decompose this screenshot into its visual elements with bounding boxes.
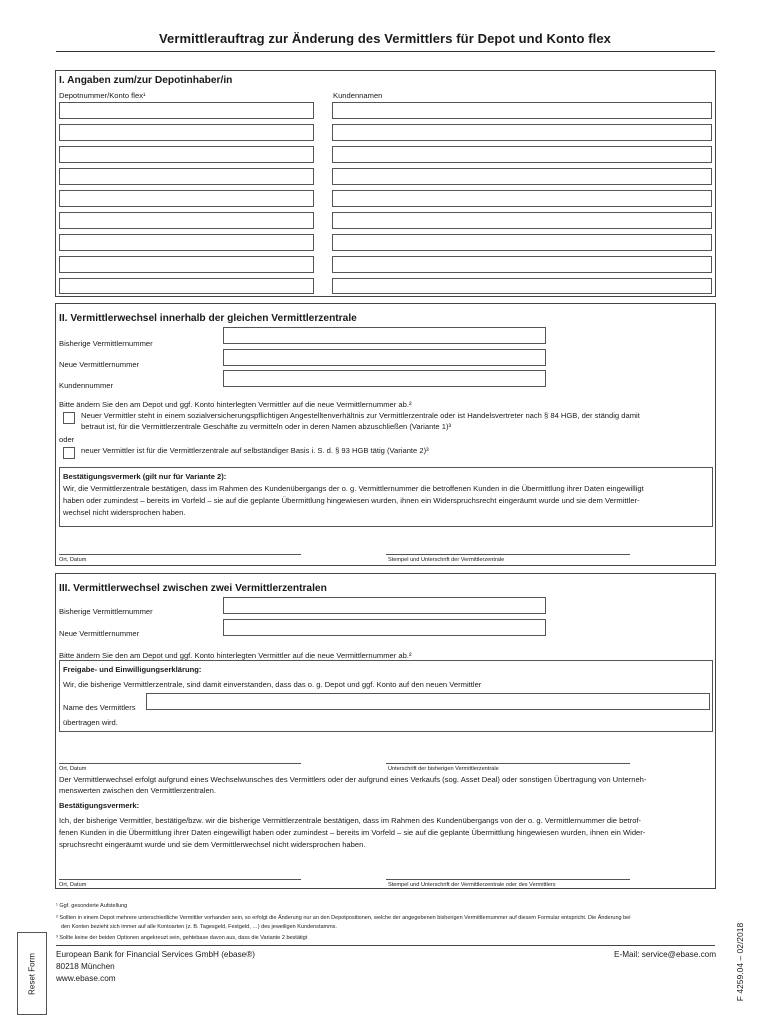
stamp-signature-label: Stempel und Unterschrift der Vermittlerzentrale oder des Vermittlers xyxy=(388,882,556,888)
depot-number-field-5[interactable] xyxy=(59,190,314,207)
customer-name-field-2[interactable] xyxy=(332,124,712,141)
place-date-signature-line-1[interactable] xyxy=(59,763,301,764)
previous-agent-number-label: Bisherige Vermittlernummer xyxy=(59,607,153,616)
previous-agent-number-field[interactable] xyxy=(223,327,546,344)
confirmation-box-variant-2 xyxy=(59,467,713,527)
previous-agent-number-label: Bisherige Vermittlernummer xyxy=(59,339,153,348)
depot-number-field-3[interactable] xyxy=(59,146,314,163)
place-date-signature-line-2[interactable] xyxy=(59,879,301,880)
customer-name-field-4[interactable] xyxy=(332,168,712,185)
customer-name-field-3[interactable] xyxy=(332,146,712,163)
depot-number-field-2[interactable] xyxy=(59,124,314,141)
new-agent-number-label: Neue Vermittlernummer xyxy=(59,629,140,638)
depot-number-field-7[interactable] xyxy=(59,234,314,251)
customer-name-column-label: Kundennamen xyxy=(333,91,383,100)
footnote-3: ³ Sollte keine der beiden Optionen angekreuzt sein, gehtebase davon aus, dass die Variante 2 bestätigt xyxy=(56,935,308,941)
section-3-title: III. Vermittlerwechsel zwischen zwei Vermittlerzentralen xyxy=(59,583,327,594)
company-name: European Bank for Financial Services GmbH (ebase®) xyxy=(56,950,255,959)
variant-2-text: neuer Vermittler ist für die Vermittlerzentrale auf selbständiger Basis i. S. d. § 93 HGB tätig (Variante 2)³ xyxy=(81,446,429,455)
change-reason-line-1: Der Vermittlerwechsel erfolgt aufgrund eines Wechselwunsches des Vermittlers oder der aufgrund eines Verkaufs (sog. Asset Deal) oder sonstigen Übertragung von Unterneh- xyxy=(59,775,647,784)
customer-number-field[interactable] xyxy=(223,370,546,387)
agent-name-label: Name des Vermittlers xyxy=(63,703,136,712)
place-date-label-1: Ort, Datum xyxy=(59,766,87,772)
place-date-label-2: Ort, Datum xyxy=(59,882,87,888)
section-1-title: I. Angaben zum/zur Depotinhaber/in xyxy=(59,75,233,86)
new-agent-number-field[interactable] xyxy=(223,619,546,636)
section-same-center xyxy=(55,303,716,566)
footnote-2-line-1: ² Sollten in einem Depot mehrere unterschiedliche Vermittler vorhanden sein, so erfolgt die Änderung nur an den Depotpositionen, welche der angegebenen bisherigen Vermittlernummer auf diesem Formular entspricht. Die Änderung bei xyxy=(56,915,631,921)
company-address: 80218 München xyxy=(56,962,115,971)
previous-center-signature-line[interactable] xyxy=(386,763,630,764)
stamp-signature-line[interactable] xyxy=(386,879,630,880)
depot-number-field-4[interactable] xyxy=(59,168,314,185)
customer-number-label: Kundennummer xyxy=(59,381,114,390)
reset-form-label: Reset Form xyxy=(27,952,37,995)
release-text: Wir, die bisherige Vermittlerzentrale, sind damit einverstanden, dass das o. g. Depot und ggf. Konto auf den neuen Vermittler xyxy=(63,680,482,689)
section-account-holder xyxy=(55,70,716,297)
confirmation-title: Bestätigungsvermerk: xyxy=(59,801,140,810)
stamp-signature-line[interactable] xyxy=(386,554,630,555)
previous-center-signature-label: Unterschrift der bisherigen Vermittlerzentrale xyxy=(388,766,499,772)
confirmation-text-line-2: fenen Kunden in die Übermittlung ihrer Daten eingewilligt haben oder zumindest – bereits im Vorfeld – sie auf die geplante Übermittlung hingewiesen wurden, ihnen ein Wider- xyxy=(59,828,646,837)
page-title: Vermittlerauftrag zur Änderung des Vermittlers für Depot und Konto flex xyxy=(158,31,612,46)
change-instruction: Bitte ändern Sie den am Depot und ggf. Konto hinterlegten Vermittler auf die neue Vermittlernummer ab.² xyxy=(59,400,412,409)
customer-name-field-5[interactable] xyxy=(332,190,712,207)
variant-2-checkbox[interactable] xyxy=(63,447,75,459)
footnote-1: ¹ Ggf. gesonderte Aufstellung xyxy=(56,903,128,909)
form-number xyxy=(700,912,770,1012)
confirmation-text-line-1: Ich, der bisherige Vermittler, bestätige/bzw. wir die bisherige Vermittlerzentrale bestätigen, dass im Rahmen des Kundenübergangs von der o. g. Vermittlernummer die betrof- xyxy=(59,816,642,825)
reset-form-button[interactable] xyxy=(17,932,47,1015)
new-agent-number-label: Neue Vermittlernummer xyxy=(59,360,140,369)
customer-name-field-8[interactable] xyxy=(332,256,712,273)
release-title: Freigabe- und Einwilligungserklärung: xyxy=(63,665,202,674)
company-website: www.ebase.com xyxy=(56,974,116,983)
new-agent-number-field[interactable] xyxy=(223,349,546,366)
transferred-text: übertragen wird. xyxy=(63,718,118,727)
stamp-signature-label: Stempel und Unterschrift der Vermittlerzentrale xyxy=(388,557,505,563)
or-label: oder xyxy=(59,435,75,444)
section-between-centers xyxy=(55,573,716,889)
depot-number-field-6[interactable] xyxy=(59,212,314,229)
confirmation-text-line-3: spruchsrecht eingeräumt wurde und sie dem Vermittlerwechsel nicht widersprochen haben. xyxy=(59,840,366,849)
confirmation-text-line-1: Wir, die Vermittlerzentrale bestätigen, dass im Rahmen des Kundenübergangs der o. g. Vermittlernummer die betroffenen Kunden in die Übermittlung ihrer Daten eingewilligt xyxy=(63,484,644,493)
release-consent-box xyxy=(59,660,713,732)
title-divider xyxy=(56,51,715,52)
change-reason-line-2: menswerten zwischen den Vermittlerzentralen. xyxy=(59,786,217,795)
confirmation-text-line-3: wechsel nicht widersprochen haben. xyxy=(63,508,186,517)
variant-1-text-line-2: betraut ist, für die Vermittlerzentrale Geschäfte zu vermitteln oder in deren Namen abzuschließen (Variante 1)³ xyxy=(81,422,452,431)
change-instruction: Bitte ändern Sie den am Depot und ggf. Konto hinterlegten Vermittler auf die neue Vermittlernummer ab.² xyxy=(59,651,412,660)
variant-1-text-line-1: Neuer Vermittler steht in einem sozialversicherungspflichtigen Angestelltenverhältnis zur Vermittlerzentrale oder ist Handelsvertreter nach § 84 HGB, der ständig damit xyxy=(81,411,640,420)
variant-1-checkbox[interactable] xyxy=(63,412,75,424)
footnote-2-line-2: den Konten bezieht sich immer auf alle Kontoarten (z. B. Tagesgeld, Festgeld, …) des jeweiligen Kundenstamms. xyxy=(61,924,337,930)
company-email: E-Mail: service@ebase.com xyxy=(614,950,717,959)
section-2-title: II. Vermittlerwechsel innerhalb der gleichen Vermittlerzentrale xyxy=(59,313,357,324)
place-date-label: Ort, Datum xyxy=(59,557,87,563)
place-date-signature-line[interactable] xyxy=(59,554,301,555)
depot-number-field-1[interactable] xyxy=(59,102,314,119)
customer-name-field-1[interactable] xyxy=(332,102,712,119)
customer-name-field-7[interactable] xyxy=(332,234,712,251)
depot-number-column-label: Depotnummer/Konto flex¹ xyxy=(59,91,146,100)
customer-name-field-9[interactable] xyxy=(332,278,712,294)
depot-number-field-8[interactable] xyxy=(59,256,314,273)
previous-agent-number-field[interactable] xyxy=(223,597,546,614)
confirmation-title: Bestätigungsvermerk (gilt nur für Variante 2): xyxy=(63,472,227,481)
agent-name-field[interactable] xyxy=(146,693,710,710)
form-number-text: F 4259.04 – 02/2018 xyxy=(735,922,745,1002)
depot-number-field-9[interactable] xyxy=(59,278,314,294)
customer-name-field-6[interactable] xyxy=(332,212,712,229)
confirmation-text-line-2: haben oder zumindest – bereits im Vorfeld – sie auf die geplante Übermittlung hingewiesen wurden, ihnen ein Widerspruchsrecht eingeräumt wurde und sie dem Vermittler- xyxy=(63,496,640,505)
footnote-divider xyxy=(56,945,715,946)
